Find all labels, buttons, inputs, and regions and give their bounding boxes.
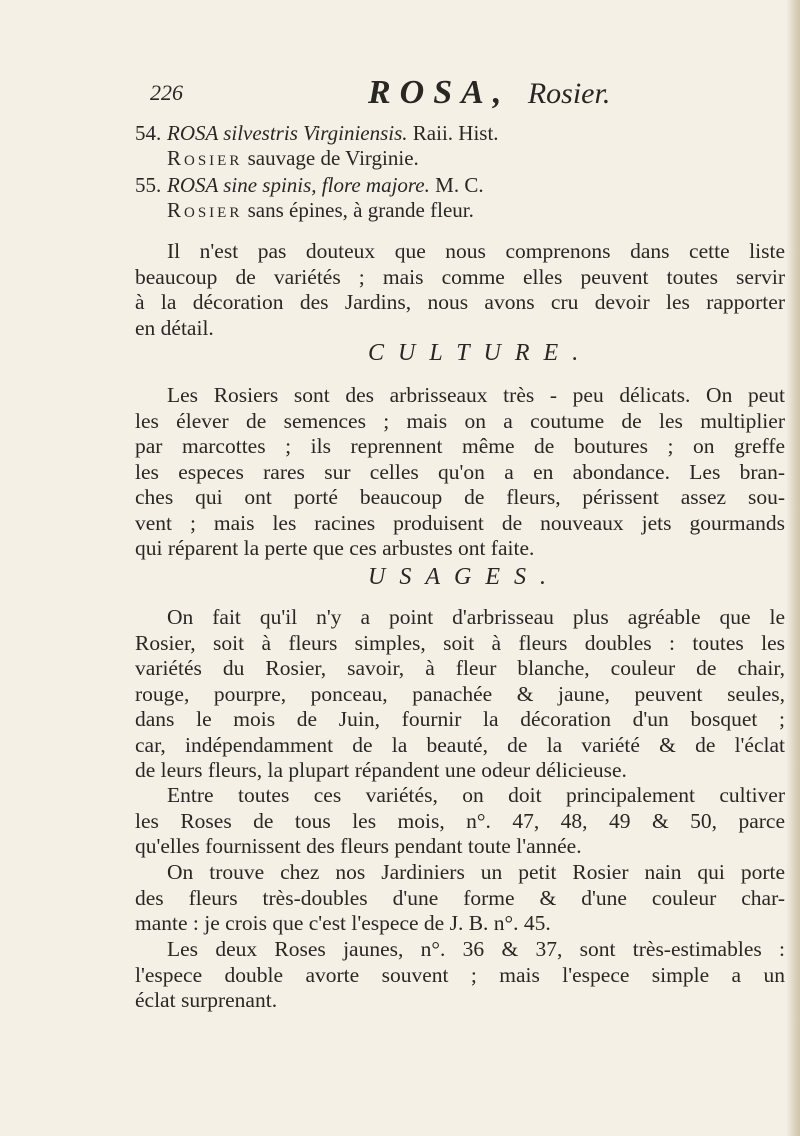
text-line: dans le mois de Juin, fournir la décoration d'un bosquet ; (135, 707, 785, 731)
text-line: Il n'est pas douteux que nous comprenons dans cette liste (167, 239, 785, 263)
entry-number: 55. (135, 173, 162, 197)
text-line: vent ; mais les racines produisent de nouveaux jets gourmands (135, 510, 785, 535)
text-line: éclat surprenant. (135, 988, 278, 1012)
text-line: les especes rares sur celles qu'on a en abondance. Les bran- (135, 459, 785, 484)
text-line: les élever de semences ; mais on a coutume de les multiplier (135, 408, 785, 433)
text-line: des fleurs très-doubles d'une forme & d'une couleur char- (135, 885, 785, 910)
text-line: les Roses de tous les mois, n°. 47, 48, 49 & 50, parce (135, 808, 785, 833)
usages-paragraph-3 (135, 860, 785, 937)
text-line: qu'elles fournissent des fleurs pendant toute l'année. (135, 834, 582, 858)
title-main: ROSA, (368, 74, 511, 111)
text-line: variétés du Rosier, savoir, à fleur blanche, couleur de chair, (135, 656, 785, 680)
french-name: Rosier sauvage de Virginie. (167, 146, 419, 170)
usages-heading: USAGES. (368, 564, 560, 590)
text-line: On trouve chez nos Jardiniers un petit Rosier nain qui porte (167, 860, 785, 884)
text-line: car, indépendamment de la beauté, de la variété & de l'éclat (135, 732, 785, 757)
culture-heading: CULTURE. (368, 340, 593, 366)
usages-paragraph-1 (135, 605, 785, 784)
text-line: On fait qu'il n'y a point d'arbrisseau plus agréable que le (167, 605, 785, 629)
usages-paragraph-4 (135, 937, 785, 1014)
page-title (368, 74, 610, 112)
author-citation: Raii. Hist. (412, 121, 499, 145)
text-line: beaucoup de variétés ; mais comme elles peuvent toutes servir (135, 264, 785, 289)
culture-paragraph (135, 383, 785, 562)
author-citation: M. C. (435, 173, 484, 197)
text-line: par marcottes ; ils reprennent même de boutures ; on greffe (135, 434, 785, 458)
title-sub: Rosier. (527, 77, 611, 110)
species-entry (135, 173, 775, 223)
species-entry (135, 121, 775, 171)
text-line: qui réparent la perte que ces arbustes ont faite. (135, 536, 535, 560)
text-line: ches qui ont porté beaucoup de fleurs, périssent assez sou- (135, 485, 785, 509)
text-line: l'espece double avorte souvent ; mais l'espece simple a un (135, 962, 785, 987)
text-line: Les Rosiers sont des arbrisseaux très - peu délicats. On peut (167, 383, 785, 407)
intro-paragraph (135, 239, 785, 341)
text-line: Rosier, soit à fleurs simples, soit à fleurs doubles : toutes les (135, 630, 785, 655)
latin-name: ROSA sine spinis, flore majore. (167, 173, 430, 197)
entry-number: 54. (135, 121, 162, 145)
text-line: mante : je crois que c'est l'espece de J. B. n°. 45. (135, 911, 551, 935)
page-edge (786, 0, 800, 1136)
text-line: Entre toutes ces variétés, on doit principalement cultiver (167, 783, 785, 807)
latin-name: ROSA silvestris Virginiensis. (167, 121, 408, 145)
text-line: en détail. (135, 315, 214, 340)
text-line: de leurs fleurs, la plupart répandent une odeur délicieuse. (135, 758, 627, 782)
running-head (150, 74, 770, 114)
usages-paragraph-2 (135, 783, 785, 860)
page-number: 226 (150, 80, 183, 105)
text-line: Les deux Roses jaunes, n°. 36 & 37, sont très-estimables : (167, 937, 785, 961)
french-name: Rosier sans épines, à grande fleur. (167, 198, 474, 222)
text-line: à la décoration des Jardins, nous avons cru devoir les rapporter (135, 290, 785, 314)
text-line: rouge, pourpre, ponceau, panachée & jaune, peuvent seules, (135, 681, 785, 706)
